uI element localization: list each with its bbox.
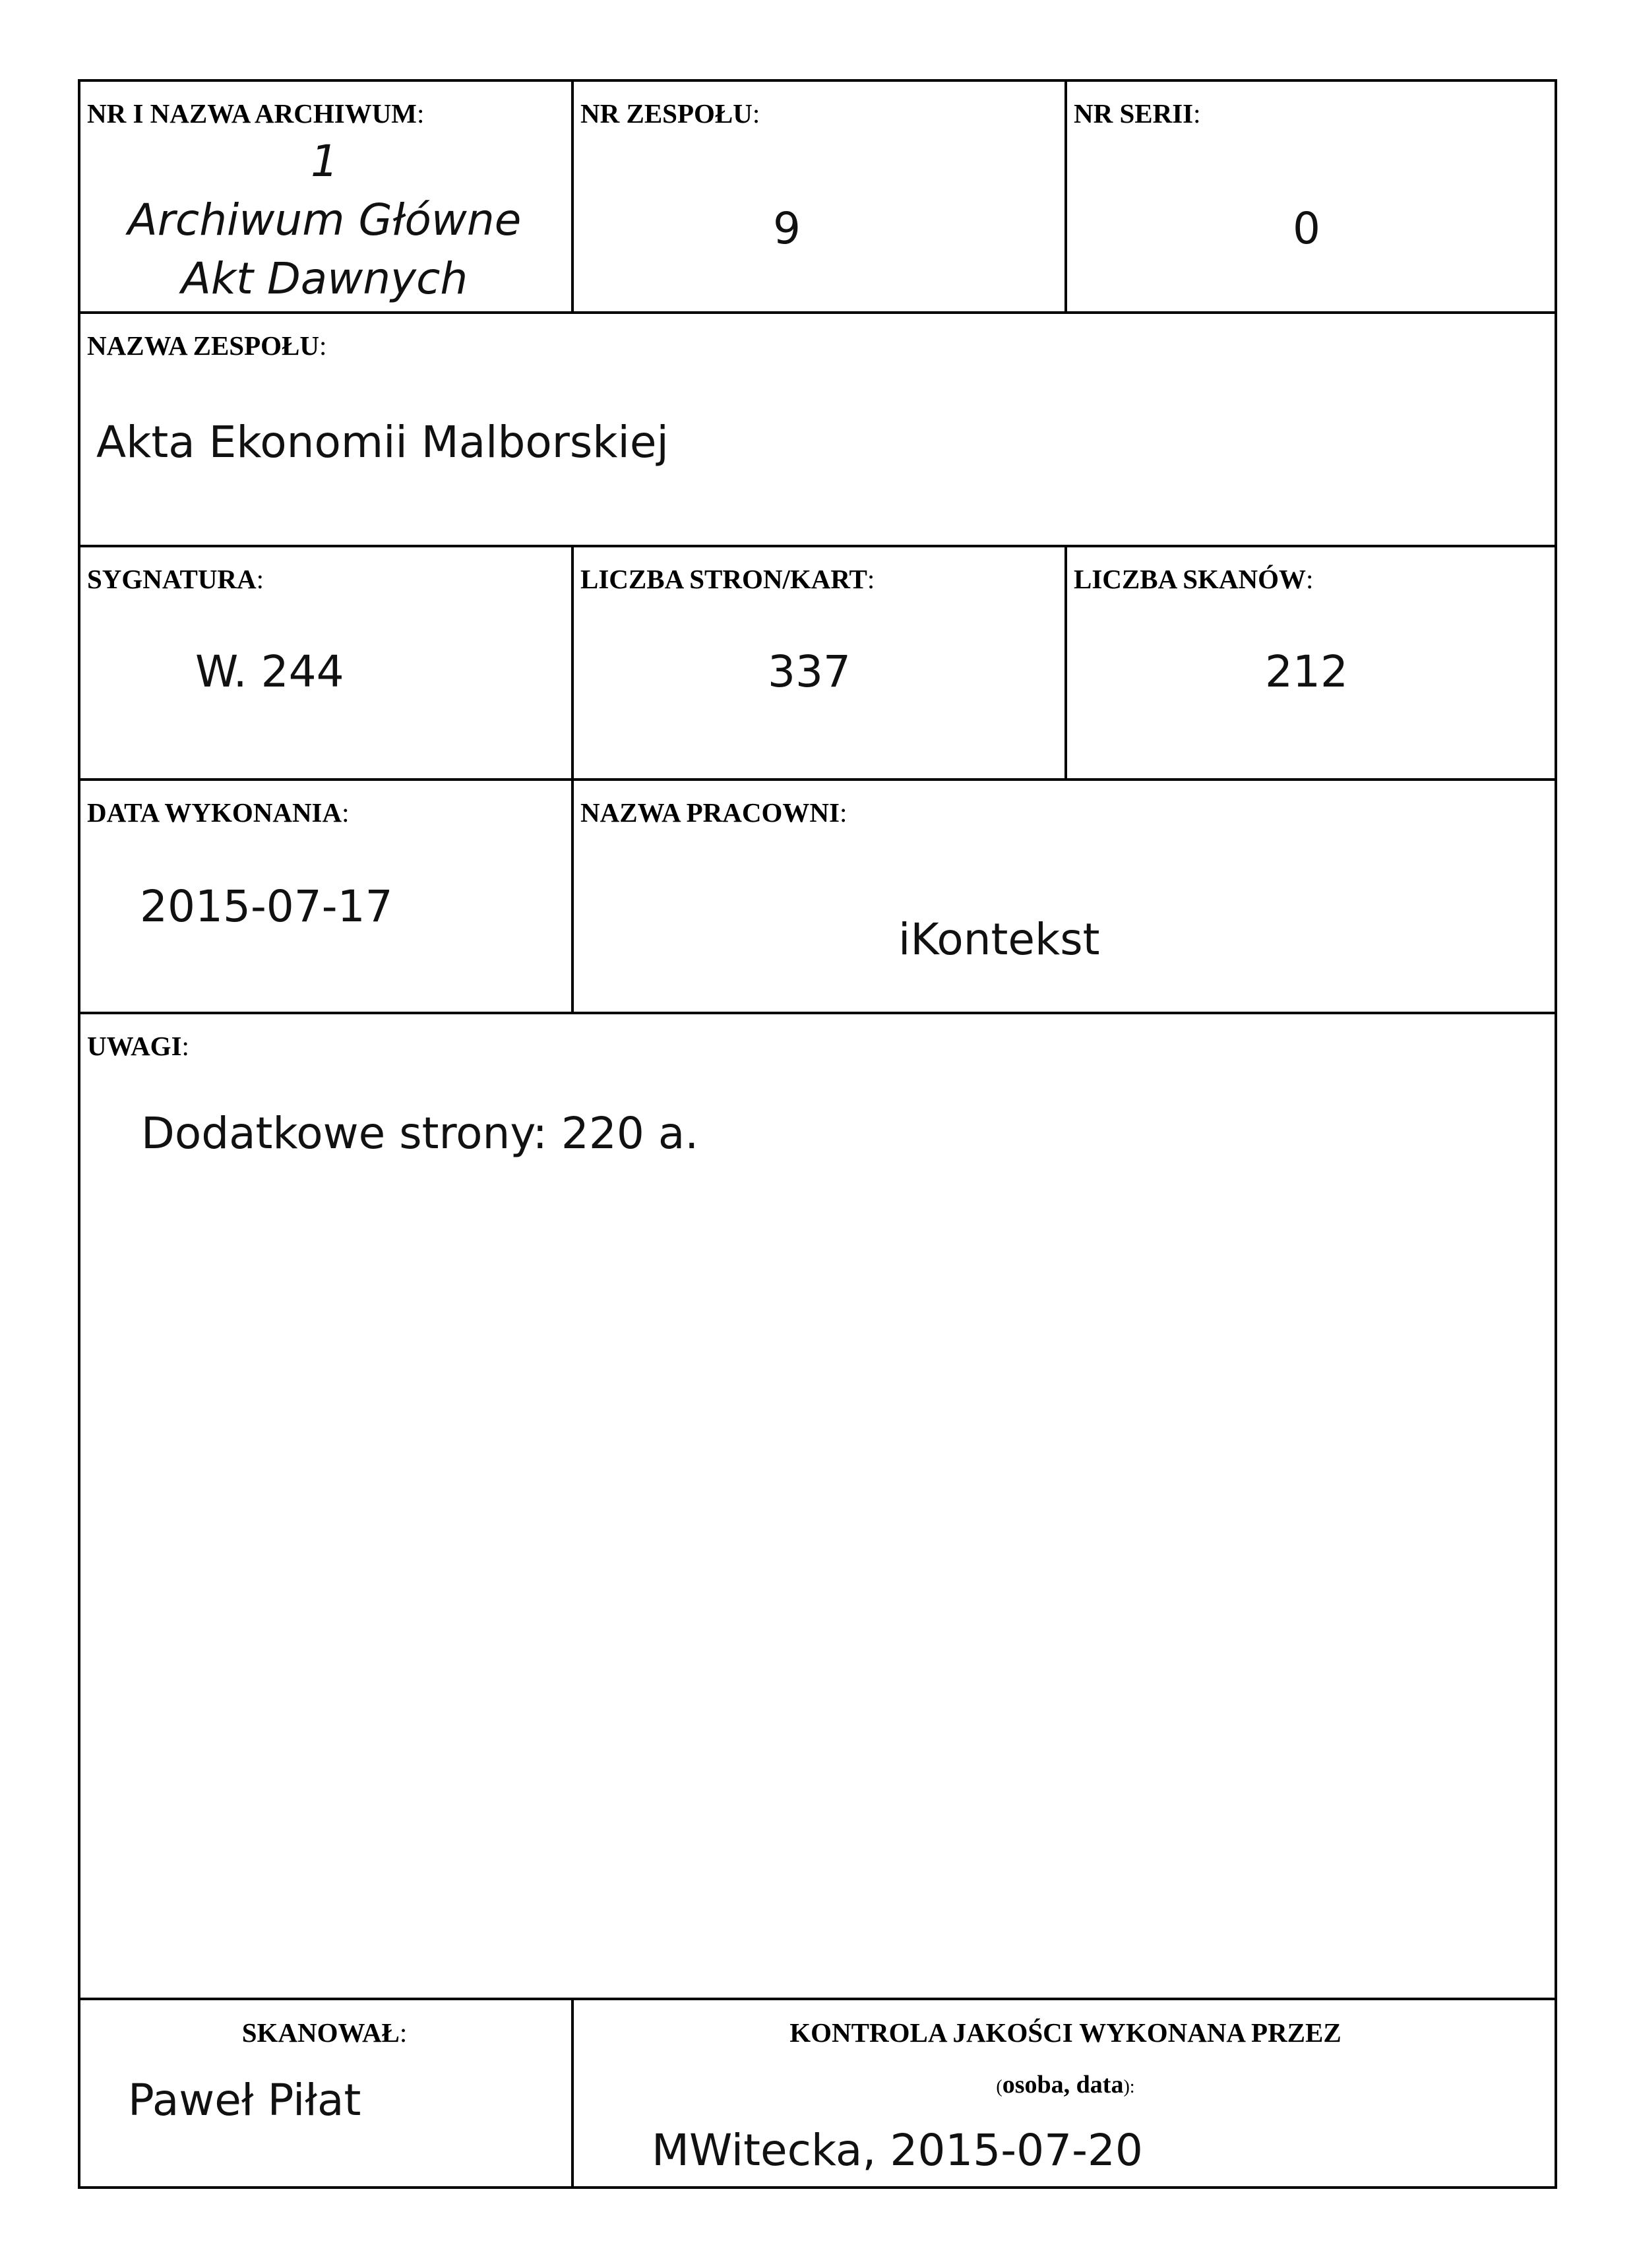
col-divider	[571, 82, 574, 314]
series-number-label: NR SERII:	[1074, 98, 1201, 129]
pages-label: LICZBA STRON/KART:	[580, 564, 875, 594]
signature-value: W. 244	[195, 646, 344, 697]
notes-value: Dodatkowe strony: 220 a.	[141, 1108, 699, 1159]
row-divider	[80, 311, 1555, 314]
scanned-by-label: SKANOWAŁ:	[241, 2017, 408, 2048]
quality-control-value: MWitecka, 2015-07-20	[652, 2125, 1143, 2176]
archive-number: 1	[311, 136, 338, 187]
metadata-form	[78, 79, 1557, 2189]
row-divider	[80, 778, 1555, 781]
archive-name-line2: Akt Dawnych	[181, 253, 468, 304]
col-divider	[571, 545, 574, 778]
archive-label: NR I NAZWA ARCHIWUM:	[87, 98, 425, 129]
signature-label: SYGNATURA:	[87, 564, 264, 594]
row-divider	[80, 1012, 1555, 1014]
row-divider	[80, 545, 1555, 547]
scanned-by-value: Paweł Piłat	[128, 2075, 361, 2126]
studio-value: iKontekst	[898, 914, 1100, 965]
fonds-number-label: NR ZESPOŁU:	[580, 98, 760, 129]
pages-value: 337	[768, 646, 851, 697]
archive-name-line1: Archiwum Główne	[127, 195, 522, 245]
col-divider	[571, 778, 574, 1012]
col-divider	[1064, 82, 1067, 314]
quality-control-label: KONTROLA JAKOŚCI WYKONANA PRZEZ	[789, 2017, 1342, 2048]
notes-label: UWAGI:	[87, 1031, 189, 1061]
date-label: DATA WYKONANIA:	[87, 797, 350, 828]
scans-label: LICZBA SKANÓW:	[1074, 564, 1314, 594]
row-divider	[80, 1998, 1555, 2000]
date-value: 2015-07-17	[140, 881, 393, 932]
series-number-value: 0	[1293, 203, 1320, 254]
quality-control-sublabel: (osoba, data):	[996, 2071, 1135, 2099]
col-divider	[1064, 545, 1067, 778]
scans-value: 212	[1265, 646, 1348, 697]
fonds-name-value: Akta Ekonomii Malborskiej	[96, 417, 669, 468]
fonds-name-label: NAZWA ZESPOŁU:	[87, 330, 327, 361]
studio-label: NAZWA PRACOWNI:	[580, 797, 848, 828]
fonds-number-value: 9	[773, 203, 801, 254]
